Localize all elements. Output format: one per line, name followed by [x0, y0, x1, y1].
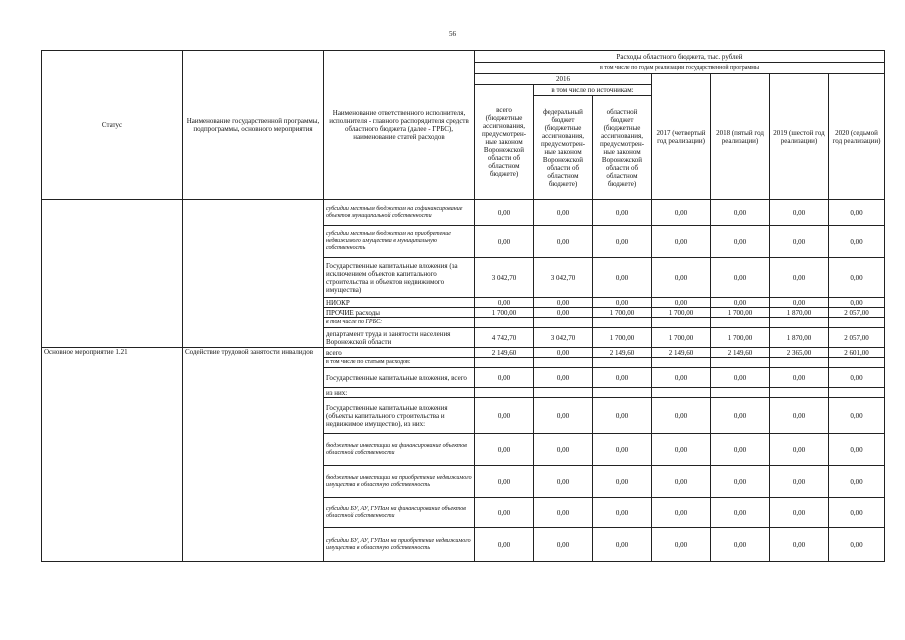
value-regional: 0,00	[593, 258, 652, 298]
value-2020: 0,00	[829, 398, 885, 434]
value-regional: 0,00	[593, 398, 652, 434]
value-2019: 0,00	[770, 298, 829, 308]
row-label: Государственные капитальные вложения, всего	[324, 368, 475, 388]
value-2018: 0,00	[711, 466, 770, 498]
value-2017: 0,00	[652, 434, 711, 466]
header-by-sources: в том числе по источникам:	[534, 85, 652, 96]
header-year-2020: 2020 (седьмой год реализации)	[829, 74, 885, 200]
header-year-2018: 2018 (пятый год реализации)	[711, 74, 770, 200]
empty-cell	[652, 388, 711, 398]
value-federal: 0,00	[534, 398, 593, 434]
empty-cell	[829, 388, 885, 398]
empty-cell	[829, 318, 885, 328]
value-federal: 0,00	[534, 298, 593, 308]
empty-cell	[770, 358, 829, 368]
empty-cell	[534, 318, 593, 328]
value-regional: 0,00	[593, 434, 652, 466]
value-federal: 0,00	[534, 498, 593, 528]
value-2018: 0,00	[711, 368, 770, 388]
value-2018: 0,00	[711, 226, 770, 258]
empty-cell	[593, 318, 652, 328]
value-2020: 0,00	[829, 258, 885, 298]
value-federal: 3 042,70	[534, 258, 593, 298]
value-total: 0,00	[475, 498, 534, 528]
empty-cell	[475, 318, 534, 328]
value-federal: 3 042,70	[534, 328, 593, 348]
value-total: 1 700,00	[475, 308, 534, 318]
value-total: 0,00	[475, 398, 534, 434]
value-regional: 0,00	[593, 466, 652, 498]
budget-table	[41, 50, 885, 562]
value-2017: 0,00	[652, 226, 711, 258]
value-total: 0,00	[475, 226, 534, 258]
value-total: 0,00	[475, 528, 534, 562]
value-total: 0,00	[475, 298, 534, 308]
value-total: 2 149,60	[475, 348, 534, 358]
header-by-years: в том числе по годам реализации государственной программы	[475, 63, 885, 74]
value-2017: 0,00	[652, 528, 711, 562]
value-total: 0,00	[475, 466, 534, 498]
row-label: субсидии БУ, АУ, ГУПам на финансирование объектов областной собственности	[324, 498, 475, 528]
empty-cell	[770, 388, 829, 398]
header-year-2019: 2019 (шестой год реализации)	[770, 74, 829, 200]
header-regional: областной бюджет (бюджетные ассигнования, предусмотрен-ные законом Воронежской области об областном бюджете)	[593, 96, 652, 200]
value-2019: 0,00	[770, 398, 829, 434]
empty-cell	[711, 358, 770, 368]
value-regional: 0,00	[593, 226, 652, 258]
value-total: 0,00	[475, 368, 534, 388]
value-2019: 0,00	[770, 258, 829, 298]
value-2019: 0,00	[770, 226, 829, 258]
header-total: всего (бюджетные ассигнования, предусмотрен-ные законом Воронежской области об областном бюджете)	[475, 85, 534, 200]
header-responsible: Наименование ответственного исполнителя, исполнителя - главного распорядителя средств областного бюджета (далее - ГРБС), наименование статей расходов	[324, 51, 475, 200]
value-2020: 0,00	[829, 368, 885, 388]
header-federal: федеральный бюджет (бюджетные ассигнования, предусмотрен-ные законом Воронежской области об областном бюджете)	[534, 96, 593, 200]
value-2017: 0,00	[652, 258, 711, 298]
row-label: бюджетные инвестиции на финансирование объектов областной собственности	[324, 434, 475, 466]
header-year-2016: 2016	[475, 74, 652, 85]
row-label: НИОКР	[324, 298, 475, 308]
value-2019: 1 870,00	[770, 308, 829, 318]
value-2017: 0,00	[652, 466, 711, 498]
empty-cell	[593, 388, 652, 398]
value-total: 3 042,70	[475, 258, 534, 298]
value-2019: 0,00	[770, 200, 829, 226]
row-label: субсидии местным бюджетам на софинансирование объектов муниципальной собственности	[324, 200, 475, 226]
value-federal: 0,00	[534, 528, 593, 562]
header-year-2017: 2017 (четвертый год реализации)	[652, 74, 711, 200]
value-2019: 0,00	[770, 498, 829, 528]
value-2020: 0,00	[829, 434, 885, 466]
value-2018: 0,00	[711, 398, 770, 434]
value-regional: 0,00	[593, 498, 652, 528]
row-label: в том числе по статьям расходов:	[324, 358, 475, 368]
value-2019: 1 870,00	[770, 328, 829, 348]
empty-cell	[534, 358, 593, 368]
empty-cell	[534, 388, 593, 398]
value-2017: 0,00	[652, 200, 711, 226]
value-federal: 0,00	[534, 308, 593, 318]
value-total: 0,00	[475, 434, 534, 466]
row-label: Государственные капитальные вложения (за исключением объектов капитального строительства и объектов недвижимого имущества)	[324, 258, 475, 298]
value-2020: 2 057,00	[829, 328, 885, 348]
header-expenses-title: Расходы областного бюджета, тыс. рублей	[475, 51, 885, 63]
value-2018: 1 700,00	[711, 308, 770, 318]
value-regional: 0,00	[593, 528, 652, 562]
empty-cell	[475, 388, 534, 398]
empty-cell	[652, 358, 711, 368]
value-total: 4 742,70	[475, 328, 534, 348]
value-2017: 0,00	[652, 398, 711, 434]
value-federal: 0,00	[534, 434, 593, 466]
empty-cell	[593, 358, 652, 368]
empty-cell	[711, 318, 770, 328]
status-main-activity: Основное мероприятие 1.21	[42, 348, 183, 562]
row-label: из них:	[324, 388, 475, 398]
value-federal: 0,00	[534, 348, 593, 358]
value-2017: 0,00	[652, 298, 711, 308]
value-2020: 2 601,00	[829, 348, 885, 358]
value-2018: 0,00	[711, 200, 770, 226]
empty-cell	[829, 358, 885, 368]
value-2019: 0,00	[770, 434, 829, 466]
row-label: Государственные капитальные вложения (объекты капитального строительства и недвижимое имущество), из них:	[324, 398, 475, 434]
value-2020: 2 057,00	[829, 308, 885, 318]
value-regional: 0,00	[593, 368, 652, 388]
row-label: в том числе по ГРБС:	[324, 318, 475, 328]
header-program-name: Наименование государственной программы, подпрограммы, основного мероприятия	[183, 51, 324, 200]
value-regional: 0,00	[593, 200, 652, 226]
value-regional: 1 700,00	[593, 328, 652, 348]
row-label: субсидии БУ, АУ, ГУПам на приобретение недвижимого имущества в областную собственность	[324, 528, 475, 562]
value-2019: 0,00	[770, 466, 829, 498]
row-label: департамент труда и занятости населения Воронежской области	[324, 328, 475, 348]
value-federal: 0,00	[534, 226, 593, 258]
row-label: субсидии местным бюджетам на приобретение недвижимого имущества в муниципальную собственность	[324, 226, 475, 258]
value-2019: 0,00	[770, 528, 829, 562]
value-federal: 0,00	[534, 368, 593, 388]
row-label: бюджетные инвестиции на приобретение недвижимого имущества в областную собственность	[324, 466, 475, 498]
value-2020: 0,00	[829, 298, 885, 308]
value-2018: 1 700,00	[711, 328, 770, 348]
value-total: 0,00	[475, 200, 534, 226]
empty-cell	[770, 318, 829, 328]
value-regional: 1 700,00	[593, 308, 652, 318]
value-2017: 1 700,00	[652, 328, 711, 348]
value-2020: 0,00	[829, 466, 885, 498]
value-2017: 1 700,00	[652, 308, 711, 318]
empty-cell	[652, 318, 711, 328]
value-regional: 2 149,60	[593, 348, 652, 358]
row-label: всего	[324, 348, 475, 358]
value-2018: 0,00	[711, 298, 770, 308]
empty-cell	[711, 388, 770, 398]
value-2017: 2 149,60	[652, 348, 711, 358]
value-2020: 0,00	[829, 498, 885, 528]
value-2020: 0,00	[829, 200, 885, 226]
value-federal: 0,00	[534, 466, 593, 498]
status-cell-empty	[42, 200, 183, 348]
row-label: ПРОЧИЕ расходы	[324, 308, 475, 318]
value-2017: 0,00	[652, 368, 711, 388]
value-2018: 0,00	[711, 434, 770, 466]
value-2017: 0,00	[652, 498, 711, 528]
name-cell-empty	[183, 200, 324, 348]
value-2018: 0,00	[711, 498, 770, 528]
activity-name: Содействие трудовой занятости инвалидов	[183, 348, 324, 562]
value-2018: 0,00	[711, 528, 770, 562]
value-federal: 0,00	[534, 200, 593, 226]
empty-cell	[475, 358, 534, 368]
value-2018: 0,00	[711, 258, 770, 298]
value-regional: 0,00	[593, 298, 652, 308]
page-number: 56	[449, 30, 456, 38]
value-2018: 2 149,60	[711, 348, 770, 358]
header-status: Статус	[42, 51, 183, 200]
value-2020: 0,00	[829, 226, 885, 258]
value-2020: 0,00	[829, 528, 885, 562]
value-2019: 2 365,00	[770, 348, 829, 358]
value-2019: 0,00	[770, 368, 829, 388]
